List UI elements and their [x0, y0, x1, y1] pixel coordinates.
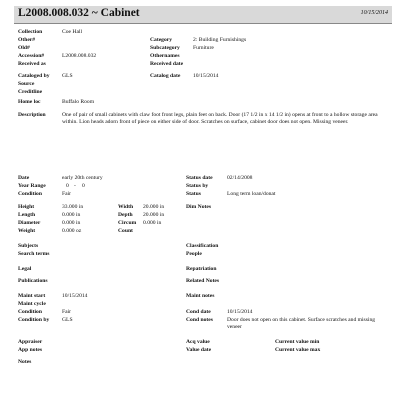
- description-value: One of pair of small cabinets with claw foot front legs, plain feet on back. Door (17 1/2 in x 14 1/2 in) opens at front to a hollow storage area within. Lion heads adorn front of piece on either side of door. Scratches on surface, cabinet door does not open. Missing veneer.: [62, 112, 378, 125]
- publications-label: Publications: [18, 278, 48, 284]
- count-label: Count: [118, 228, 133, 234]
- subjects-label: Subjects: [18, 243, 39, 249]
- condition-by-label: Condition by: [18, 317, 50, 323]
- current-value-max-label: Current value max: [275, 347, 321, 353]
- old-number-label: Old#: [18, 45, 30, 51]
- source-label: Source: [18, 81, 35, 87]
- category-label: Category: [150, 37, 173, 43]
- condition-label: Condition: [18, 191, 42, 197]
- width-label: Width: [118, 204, 134, 210]
- condition-by-value: GLS: [62, 317, 73, 323]
- app-notes-label: App notes: [18, 347, 43, 353]
- maint-condition-value: Fair: [62, 309, 72, 315]
- received-date-label: Received date: [150, 61, 184, 67]
- other-number-label: Other#: [18, 37, 36, 43]
- record-title: L2008.008.032 ~ Cabinet: [18, 7, 140, 19]
- date-value: early 20th century: [62, 175, 103, 181]
- cataloged-by-value: GLS: [62, 73, 73, 79]
- cond-notes-value: Door does not open on this cabinet. Surface scratches and missing veneer: [227, 317, 376, 330]
- category-value: 2: Building Furnishings: [193, 37, 247, 43]
- status-label: Status: [186, 191, 201, 197]
- accession-label: Accession#: [18, 53, 45, 59]
- year-range-dash: -: [74, 183, 76, 189]
- current-value-min-label: Current value min: [275, 339, 320, 345]
- record-header: [14, 6, 392, 24]
- status-date-value: 02/14/2008: [227, 175, 253, 181]
- report-date: 10/15/2014: [360, 10, 388, 16]
- appraiser-label: Appraiser: [18, 339, 43, 345]
- catalog-date-value: 10/15/2014: [193, 73, 219, 79]
- maint-start-label: Maint start: [18, 293, 46, 299]
- cond-date-label: Cond date: [186, 309, 211, 315]
- notes-label: Notes: [18, 359, 32, 365]
- year-range-label: Year Range: [18, 183, 46, 189]
- depth-value: 20.000 in: [143, 212, 165, 218]
- diameter-label: Diameter: [18, 220, 41, 226]
- acq-value-label: Acq value: [186, 339, 210, 345]
- subcategory-value: Furniture: [193, 45, 214, 51]
- repatriation-label: Repatriation: [186, 266, 217, 272]
- received-as-label: Received as: [18, 61, 46, 67]
- condition-value: Fair: [62, 191, 72, 197]
- catalog-date-label: Catalog date: [150, 73, 181, 79]
- accession-value: L2008.008.032: [62, 53, 97, 59]
- status-value: Long term loan/donat: [227, 191, 276, 197]
- creditline-label: Creditline: [18, 89, 43, 95]
- subcategory-label: Subcategory: [150, 45, 180, 51]
- home-location-value: Buffalo Room: [62, 99, 95, 105]
- status-by-label: Status by: [186, 183, 209, 189]
- related-notes-label: Related Notes: [186, 278, 220, 284]
- collection-label: Collection: [18, 29, 43, 35]
- maint-notes-label: Maint notes: [186, 293, 215, 299]
- dim-notes-label: Dim Notes: [186, 204, 212, 210]
- height-label: Height: [18, 204, 35, 210]
- legal-label: Legal: [18, 266, 32, 272]
- description-label: Description: [18, 112, 46, 118]
- date-label: Date: [18, 175, 30, 181]
- year-range-to: 0: [82, 183, 85, 189]
- cataloged-by-label: Cataloged by: [18, 73, 50, 79]
- maint-condition-label: Condition: [18, 309, 42, 315]
- maint-cycle-label: Maint cycle: [18, 301, 46, 307]
- width-value: 20.000 in: [143, 204, 165, 210]
- status-date-label: Status date: [186, 175, 213, 181]
- weight-label: Weight: [18, 228, 36, 234]
- value-date-label: Value date: [186, 347, 212, 353]
- othernames-label: Othernames: [150, 53, 180, 59]
- depth-label: Depth: [118, 212, 133, 218]
- circumference-label: Circum: [118, 220, 137, 226]
- weight-value: 0.000 oz: [62, 228, 82, 234]
- home-location-label: Home loc: [18, 99, 41, 105]
- cond-date-value: 10/15/2014: [227, 309, 253, 315]
- length-value: 0.000 in: [62, 212, 81, 218]
- maint-start-value: 10/15/2014: [62, 293, 88, 299]
- search-terms-label: Search terms: [18, 251, 50, 257]
- height-value: 33.000 in: [62, 204, 84, 210]
- classification-label: Classification: [186, 243, 219, 249]
- collection-value: Coe Hall: [62, 29, 83, 35]
- year-range-from: 0: [66, 183, 69, 189]
- circumference-value: 0.000 in: [143, 220, 162, 226]
- people-label: People: [186, 251, 202, 257]
- length-label: Length: [18, 212, 36, 218]
- diameter-value: 0.000 in: [62, 220, 81, 226]
- cond-notes-label: Cond notes: [186, 317, 213, 323]
